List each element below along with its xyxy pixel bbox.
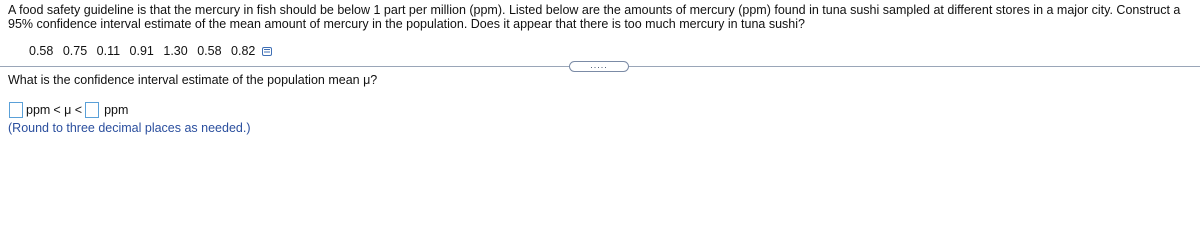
data-value: 0.75 [62, 44, 88, 58]
unit-label-left: ppm [26, 103, 51, 117]
data-values [29, 44, 261, 58]
question-text: What is the confidence interval estimate of the population mean μ? [8, 73, 378, 87]
problem-statement: A food safety guideline is that the mercury in fish should be below 1 part per million (ppm). Listed below are the amounts of mercury (ppm) found in tuna sushi sampled at different stores in a major city. Construct a 95% confidence interval estimate of the mean amount of mercury in the population. Does it appear that there is too much mercury in tuna sushi? [8, 3, 1181, 31]
data-value: 0.58 [29, 44, 54, 58]
answer-row [9, 101, 131, 119]
unit-label-right: ppm [104, 103, 129, 117]
upper-bound-input[interactable] [85, 102, 99, 118]
expand-collapse-button[interactable] [569, 61, 629, 72]
ellipsis-icon: ..... [590, 59, 608, 70]
data-value: 0.11 [96, 44, 121, 58]
lower-bound-input[interactable] [9, 102, 23, 118]
data-value: 0.91 [129, 44, 154, 58]
rounding-hint: (Round to three decimal places as needed.) [8, 121, 251, 135]
comparator-label: < μ < [53, 103, 83, 117]
data-value: 1.30 [163, 44, 188, 58]
copy-data-icon[interactable] [262, 46, 273, 57]
data-row [29, 43, 273, 59]
data-value: 0.82 [231, 44, 256, 58]
data-value: 0.58 [197, 44, 222, 58]
